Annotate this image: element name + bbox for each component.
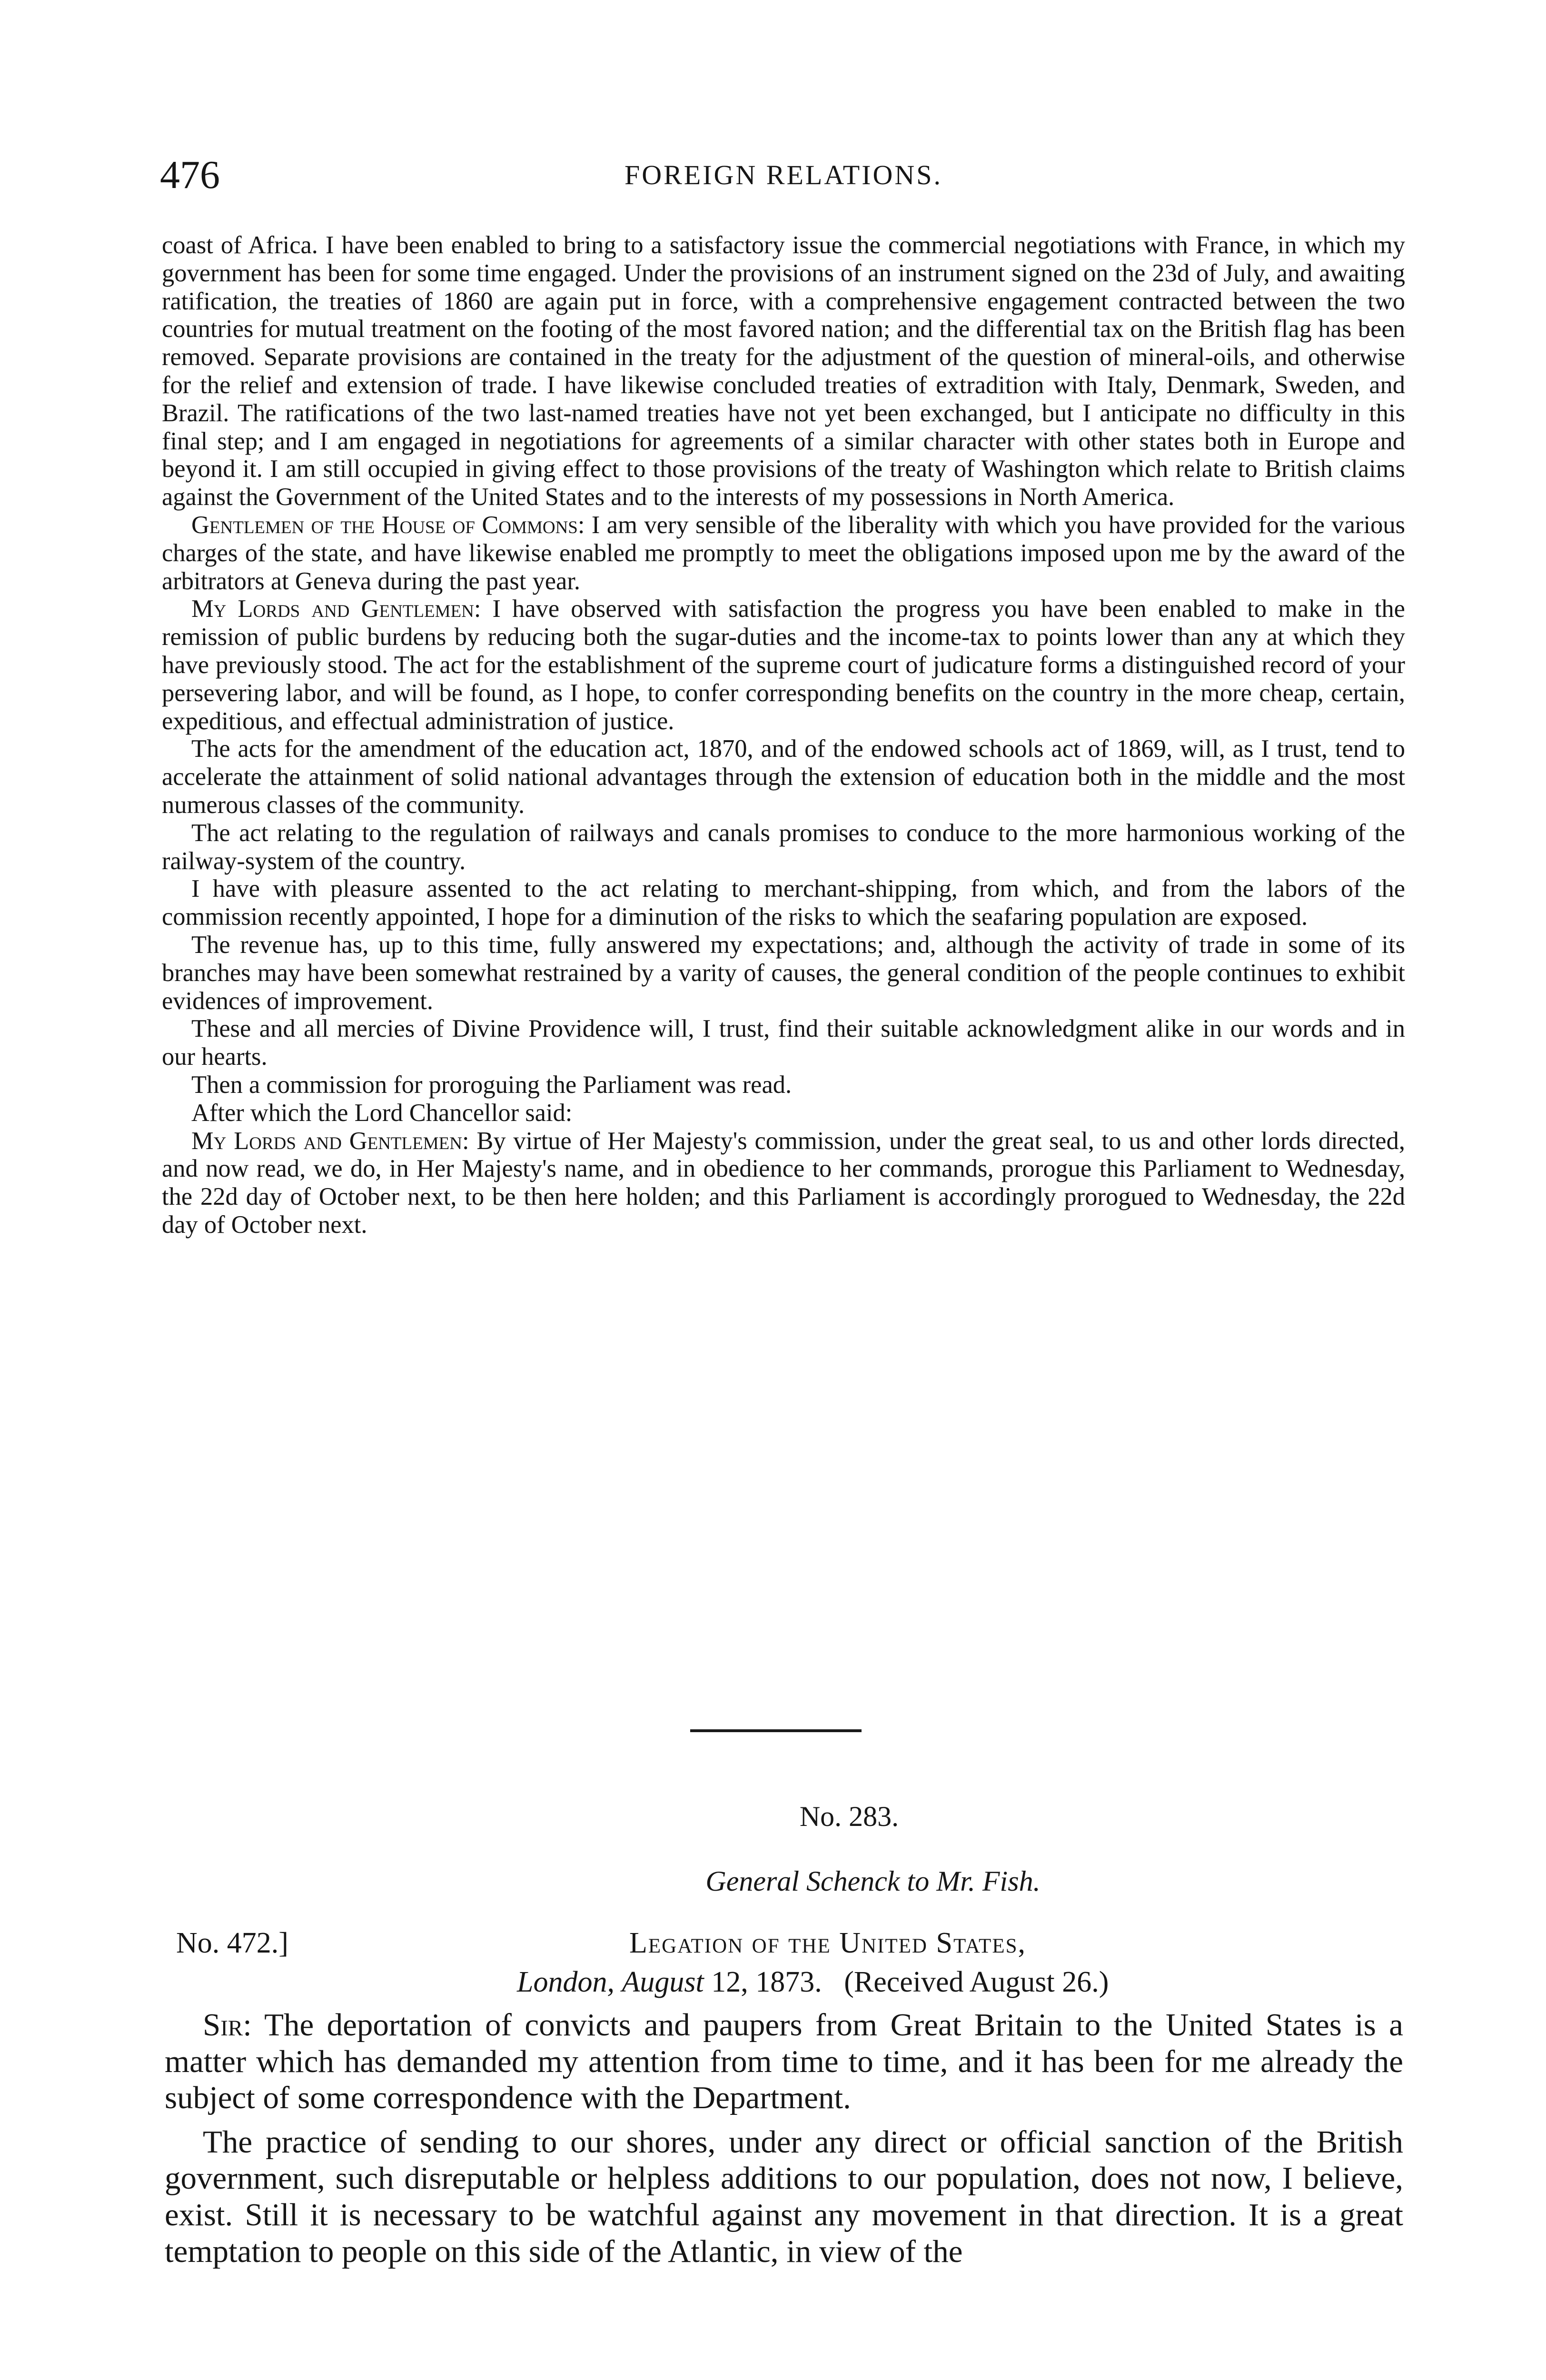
paragraph: After which the Lord Chancellor said: [191, 1099, 573, 1127]
paragraph [162, 1127, 1405, 1239]
legation-heading: Legation of the United States, [629, 1927, 1026, 1959]
page-header [160, 151, 1407, 204]
received-note: (Received August 26.) [844, 1966, 1109, 1998]
document-title-text: General Schenck to Mr. Fish. [705, 1865, 1041, 1897]
speech-continuation [162, 231, 1405, 1239]
salutation: My Lords and Gentlemen: [191, 595, 481, 623]
paragraph [162, 511, 1405, 595]
salutation: Sir: [203, 2007, 252, 2043]
paragraph-text: The deportation of convicts and paupers from Great Britain to the United States is a matter which has demanded my attention from time to time, and it has been for me already the subject of some correspondence with the Department. [165, 2007, 1403, 2116]
paragraph-text: By virtue of Her Majesty's commission, under the great seal, to us and other lords directed, and now read, we do, in Her Majesty's name, and in obedience to her commands, prorogue this Parliament to Wednesday, the 22d day of October next, to be then here holden; and this Parliament is accordingly prorogued to Wednesday, the 22d day of October next. [162, 1127, 1405, 1239]
paragraph-text: I have observed with satisfaction the progress you have been enabled to make in the remission of public burdens by reducing both the sugar-duties and the income-tax to points lower than any at which they have previously stood. The act for the establishment of the supreme court of judicature forms a distinguished record of your persevering labor, and will be found, as I hope, to confer corresponding benefits on the country in the more cheap, certain, expeditious, and effectual administration of justice. [162, 595, 1405, 735]
dateline [517, 1963, 1109, 2001]
paragraph: These and all mercies of Divine Providence will, I trust, find their suitable acknowledgment alike in our words and in our hearts. [162, 1015, 1405, 1071]
salutation: Gentlemen of the House of Commons: [191, 511, 585, 539]
document-title [0, 1862, 1546, 1900]
place: London, [517, 1966, 614, 1998]
paragraph: The acts for the amendment of the education act, 1870, and of the endowed schools act of 1869, will, as I trust, tend to accelerate the attainment of solid national advantages through the extension of education both in the middle and the most numerous classes of the community. [162, 735, 1405, 819]
running-head: FOREIGN RELATIONS. [624, 159, 943, 190]
section-divider [690, 1729, 862, 1732]
paragraph: I have with pleasure assented to the act relating to merchant-shipping, from which, and from the labors of the commission recently appointed, I hope for a diminution of the risks to which the seafaring population are exposed. [162, 875, 1405, 931]
page-number: 476 [160, 153, 220, 197]
letter-body [165, 2007, 1403, 2277]
paragraph: coast of Africa. I have been enabled to bring to a satisfactory issue the commercial negotiations with France, in which my government has been for some time engaged. Under the provisions of an instrument signed on the 23d of July, and awaiting ratification, the treaties of 1860 are again put in force, with a comprehensive engagement contracted between the two countries for mutual treatment on the footing of the most favored nation; and the differential tax on the British flag has been removed. Separate provisions are contained in the treaty for the adjustment of the question of mineral-oils, and otherwise for the relief and extension of trade. I have likewise concluded treaties of extradition with Italy, Denmark, Sweden, and Brazil. The ratifications of the two last-named treaties have not yet been exchanged, but I anticipate no difficulty in this final step; and I am engaged in negotiations for agreements of a similar character with other states both in Europe and beyond it. I am still occupied in giving effect to those provisions of the treaty of Washington which relate to British claims against the Government of the United States and to the interests of my possessions in North America. [162, 231, 1405, 511]
paragraph [162, 595, 1405, 735]
paragraph-text: I am very sensible of the liberality with which you have provided for the various charges of the state, and have likewise enabled me promptly to meet the obligations imposed upon me by the award of the arbitrators at Geneva during the past year. [162, 511, 1406, 595]
date-month: August [622, 1966, 704, 1998]
file-number: No. 472.] [176, 1927, 288, 1959]
paragraph [165, 2007, 1403, 2116]
salutation: My Lords and Gentlemen: [191, 1127, 469, 1155]
date-rest: 12, 1873. [711, 1966, 822, 1998]
document-number-text: No. 283. [799, 1801, 899, 1832]
paragraph: The practice of sending to our shores, under any direct or official sanction of the British government, such disreputable or helpless additions to our population, does not now, I believe, exist. Still it is necessary to be watchful against any movement in that direction. It is a great temptation to people on this side of the Atlantic, in view of the [165, 2124, 1403, 2269]
paragraph: The revenue has, up to this time, fully answered my expectations; and, although the activity of trade in some of its branches may have been somewhat restrained by a varity of causes, the general condition of the people continues to exhibit evidences of improvement. [162, 931, 1405, 1015]
paragraph: The act relating to the regulation of railways and canals promises to conduce to the more harmonious working of the railway-system of the country. [162, 819, 1405, 875]
document-number [0, 1797, 1546, 1835]
paragraph: Then a commission for proroguing the Parliament was read. [191, 1071, 792, 1099]
